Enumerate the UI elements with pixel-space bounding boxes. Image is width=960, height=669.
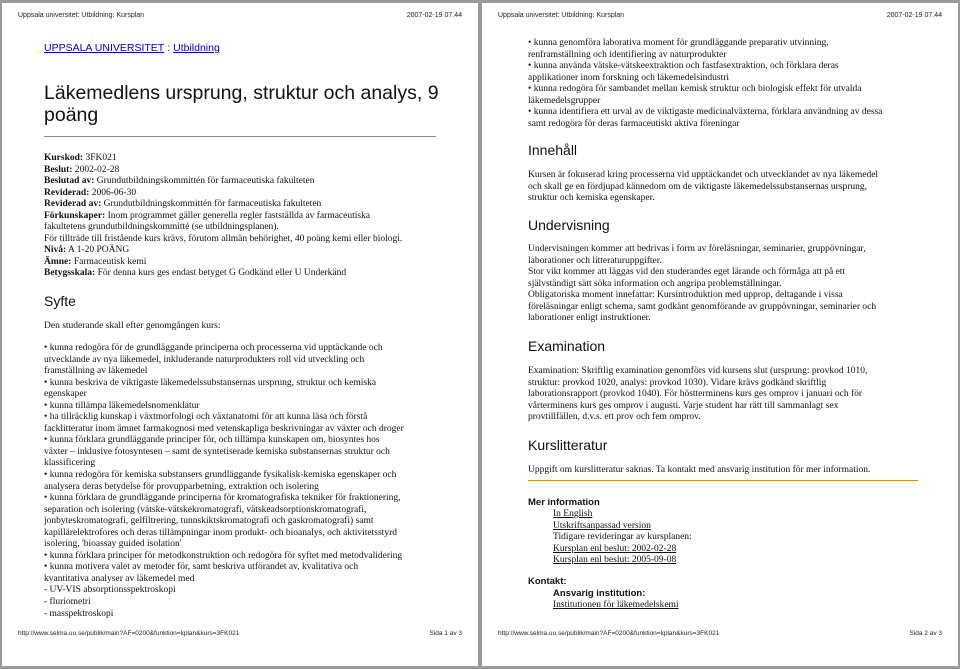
list-item: egenskaper bbox=[44, 389, 87, 400]
section-heading-examination: Examination bbox=[528, 338, 606, 354]
section-heading-innehall: Innehåll bbox=[528, 142, 578, 158]
list-item: • kunna beskriva de viktigaste läkemedelssubstansernas ursprung, struktur och kemiska bbox=[44, 377, 377, 388]
text-line: Stor vikt kommer att läggas vid den studerandes eget lärande och förmåga att på ett bbox=[528, 267, 846, 278]
list-item: samt redogöra för deras farmaceutiskt aktiva föreningar bbox=[528, 118, 740, 129]
footer-url: http://www.selma.uu.se/publik/main?AF=0200&funktion=kplan&kurs=3FK021 bbox=[18, 630, 240, 637]
list-item: • kunna identifiera ett urval av de viktigaste medicinalväxterna, förklara användning av dessa bbox=[528, 107, 883, 118]
list-item: framställning av läkemedel bbox=[44, 366, 148, 377]
list-item: analysera deras betydelse för provupparbetning, extraktion och isolering bbox=[44, 481, 319, 492]
list-item: - fluriometri bbox=[44, 597, 91, 608]
list-item: renframställning och identifiering av naturprodukter bbox=[528, 49, 727, 60]
earlier-revisions-label: Tidigare revideringar av kursplanen: bbox=[553, 532, 692, 543]
breadcrumb-separator: : bbox=[167, 42, 171, 54]
list-item: separation och isolering (vätske-vätskekromatografi, vätskeadsorptionskromatografi, bbox=[44, 504, 367, 515]
section-heading-undervisning: Undervisning bbox=[528, 217, 610, 233]
link-in-english[interactable]: In English bbox=[553, 509, 593, 519]
meta-row bbox=[44, 165, 456, 177]
breadcrumb-section-link[interactable]: Utbildning bbox=[173, 42, 220, 54]
mer-information-links bbox=[553, 509, 692, 567]
section-heading-mer-information: Mer information bbox=[528, 497, 600, 508]
accent-rule bbox=[528, 480, 918, 481]
link-revision-2005[interactable]: Kursplan enl beslut: 2005-09-08 bbox=[553, 555, 677, 566]
text-line: Undervisningen kommer att bedrivas i form av föreläsningar, seminarier, gruppövningar, bbox=[528, 244, 866, 254]
text-line: laborationer och litteraturuppgifter. bbox=[528, 255, 662, 266]
text-line: Kursen är fokuserad kring processerna vid upptäckandet och utvecklandet av nya läkemedel bbox=[528, 170, 879, 180]
list-item: • kunna förklara de grundläggande principerna för kromatografiska tekniker för fraktionering, bbox=[44, 493, 401, 504]
link-institution[interactable]: Institutionen för läkemedelskemi bbox=[553, 600, 679, 610]
meta-label: Förkunskaper: bbox=[44, 210, 106, 221]
list-item: • kunna använda vätske-vätskeextraktion och fastfasextraktion, och förklara deras bbox=[528, 61, 839, 72]
text-line: laborationer enligt instruktioner. bbox=[528, 313, 651, 324]
meta-value: 2002-02-28 bbox=[72, 164, 120, 175]
kontakt-label: Ansvarig institution: bbox=[553, 588, 646, 599]
text-line: struktur: provkod 1020, analys: provkod 1030). Vidare krävs godkänd skriftlig bbox=[528, 377, 827, 388]
meta-label: Beslut: bbox=[44, 164, 73, 175]
list-item: klassificering bbox=[44, 458, 96, 469]
header-title: Uppsala universitet: Utbildning: Kursplan bbox=[18, 12, 145, 19]
breadcrumb bbox=[44, 42, 220, 54]
meta-row bbox=[44, 257, 456, 269]
meta-value: Grundutbildningskommittén för farmaceutiska fakulteten bbox=[101, 199, 322, 210]
meta-value: A 1-20 POÄNG bbox=[66, 245, 130, 256]
text-line: laborationsrapport (provkod 1040). För höstterminens kurs ges omprov i januari och för bbox=[528, 389, 863, 400]
list-item: jonbyteskromatografi, gelfiltrering, tunnskiktskromatografi och gaskromatografi) samt bbox=[44, 516, 374, 527]
section-heading-kurslitteratur: Kurslitteratur bbox=[528, 437, 608, 453]
list-item: • kunna redogöra för sambandet mellan kemisk struktur och biologisk effekt för utvalda bbox=[528, 84, 862, 95]
meta-row bbox=[44, 234, 456, 246]
text-line: självständigt sätt söka information och angripa problemställningar. bbox=[528, 278, 782, 289]
list-item: • kunna redogöra för kemiska substansers grundläggande fysikalisk-kemiska egenskaper och bbox=[44, 470, 397, 481]
page-header bbox=[18, 12, 462, 19]
list-item: • kunna tillämpa läkemedelsnomenklatur bbox=[44, 400, 200, 411]
meta-row bbox=[44, 268, 456, 280]
section-heading-kontakt: Kontakt: bbox=[528, 576, 567, 587]
page-title: Läkemedlens ursprung, struktur och analys, 9 poäng bbox=[44, 82, 439, 126]
page-number: Sida 2 av 3 bbox=[909, 630, 942, 637]
meta-value: Inom programmet gäller generella regler fastställda av farmaceutiska bbox=[105, 210, 371, 221]
kontakt-institution bbox=[553, 600, 679, 612]
meta-value: För tillträde till fristående kurs krävs, förutom allmän behörighet, 40 poäng kemi eller biologi. bbox=[44, 233, 403, 244]
list-item: läkemedelsgrupper bbox=[528, 95, 601, 106]
page-2 bbox=[482, 3, 958, 666]
section-heading-syfte: Syfte bbox=[44, 293, 76, 309]
meta-label: Reviderad av: bbox=[44, 199, 102, 210]
page-1 bbox=[2, 3, 478, 666]
meta-value: Farmaceutisk kemi bbox=[71, 256, 147, 267]
meta-value: Grundutbildningskommittén för farmaceutiska fakulteten bbox=[94, 176, 315, 187]
text-line: föreläsningar enligt schema, samt godkänt genomförande av gruppövningar, seminarier och bbox=[528, 301, 877, 312]
list-item: • kunna redogöra för de grundläggande principerna och processerna vid upptäckande och bbox=[44, 343, 383, 353]
innehall-text bbox=[528, 170, 948, 205]
meta-label: Reviderad: bbox=[44, 187, 90, 198]
list-item: isolering, 'bioassay guided isolation' bbox=[44, 539, 182, 550]
meta-label: Nivå: bbox=[44, 245, 67, 256]
list-item: • kunna förklara principer för metodkonstruktion och redogöra för syftet med metodvalidering bbox=[44, 550, 403, 561]
text-line: Obligatoriska moment innefattar: Kursintroduktion med upprop, deltagande i vissa bbox=[528, 290, 843, 301]
meta-value: För denna kurs ges endast betyget G Godkänd eller U Underkänd bbox=[95, 268, 347, 279]
meta-row bbox=[44, 245, 456, 257]
meta-value: 2006-06-30 bbox=[89, 187, 137, 198]
meta-row bbox=[44, 199, 456, 211]
list-item: växter – inklusive fotosyntesen – samt de syntetiserade kemiska substansernas struktur och bbox=[44, 446, 390, 457]
list-item: • ha tillräcklig kunskap i växtmorfologi och växtanatomi för att kunna läsa och förstå bbox=[44, 412, 368, 423]
meta-row bbox=[44, 188, 456, 200]
list-item: • kunna motivera valet av metoder för, samt beskriva utförandet av, kvalitativa och bbox=[44, 562, 359, 573]
title-divider bbox=[44, 136, 436, 137]
page-number: Sida 1 av 3 bbox=[429, 630, 462, 637]
undervisning-text bbox=[528, 244, 948, 325]
syfte-list-continued bbox=[528, 38, 948, 130]
footer-url: http://www.selma.uu.se/publik/main?AF=0200&funktion=kplan&kurs=3FK021 bbox=[498, 630, 720, 637]
list-item: utvecklande av nya läkemedel, inkluderande naturprodukters roll vid utveckling och bbox=[44, 354, 365, 365]
text-line: provtillfällen, d.v.s. ett prov och fem omprov. bbox=[528, 412, 701, 423]
page-footer bbox=[18, 630, 462, 637]
link-print-version[interactable]: Utskriftsanpassad version bbox=[553, 520, 651, 531]
meta-row bbox=[44, 222, 456, 234]
text-line: och skall ge en fördjupad kännedom om de viktigaste läkemedelssubstansernas ursprung, bbox=[528, 181, 868, 192]
header-title: Uppsala universitet: Utbildning: Kursplan bbox=[498, 12, 625, 19]
link-revision-2002[interactable]: Kursplan enl beslut: 2002-02-28 bbox=[553, 543, 677, 554]
meta-label: Kurskod: bbox=[44, 153, 84, 163]
list-item: applikationer inom forskning och läkemedelsindustri bbox=[528, 72, 730, 83]
examination-text bbox=[528, 366, 948, 424]
page-header bbox=[498, 12, 942, 19]
header-date: 2007-02-19 07.44 bbox=[886, 12, 942, 19]
list-item: - masspektroskopi bbox=[44, 608, 114, 619]
text-line: struktur och kemiska egenskaper. bbox=[528, 193, 655, 204]
meta-row bbox=[44, 211, 456, 223]
syfte-list bbox=[44, 343, 464, 620]
breadcrumb-home-link[interactable]: UPPSALA UNIVERSITET bbox=[44, 42, 165, 54]
meta-label: Betygsskala: bbox=[44, 268, 96, 279]
page-footer bbox=[498, 630, 942, 637]
meta-label: Beslutad av: bbox=[44, 176, 95, 187]
meta-row bbox=[44, 176, 456, 188]
list-item: - UV-VIS absorptionsspektroskopi bbox=[44, 585, 176, 596]
text-line: vårterminens kurs ges omprov i augusti. Varje student har rätt till sammanlagt sex bbox=[528, 400, 839, 411]
meta-row bbox=[44, 153, 456, 165]
header-date: 2007-02-19 07.44 bbox=[406, 12, 462, 19]
course-meta bbox=[44, 153, 456, 280]
list-item: facklitteratur inom ämnet farmakognosi med vetenskapliga beskrivningar av växter och droger bbox=[44, 423, 404, 434]
list-item: kvantitativa analyser av läkemedel med bbox=[44, 573, 195, 584]
meta-label: Ämne: bbox=[44, 256, 72, 267]
syfte-intro: Den studerande skall efter genomgången kurs: bbox=[44, 321, 221, 331]
list-item: • kunna förklara grundläggande principer för, och tillämpa kunskapen om, biosyntes hos bbox=[44, 435, 380, 446]
meta-value: 3FK021 bbox=[83, 153, 117, 163]
list-item: • kunna genomföra laborativa moment för grundläggande preparativ utvinning, bbox=[528, 38, 829, 48]
kurslitteratur-text: Uppgift om kurslitteratur saknas. Ta kontakt med ansvarig institution för mer information. bbox=[528, 465, 871, 475]
list-item: kapillärelektrofores och deras tillämpningar inom produkt- och bioanalys, och aktivitetsstyrd bbox=[44, 527, 397, 538]
meta-value: fakultetens grundutbildningskommitté (se utbildningsplanen). bbox=[44, 222, 279, 233]
text-line: Examination: Skriftlig examination genomförs vid kursens slut (ursprung: provkod 1010, bbox=[528, 366, 868, 376]
